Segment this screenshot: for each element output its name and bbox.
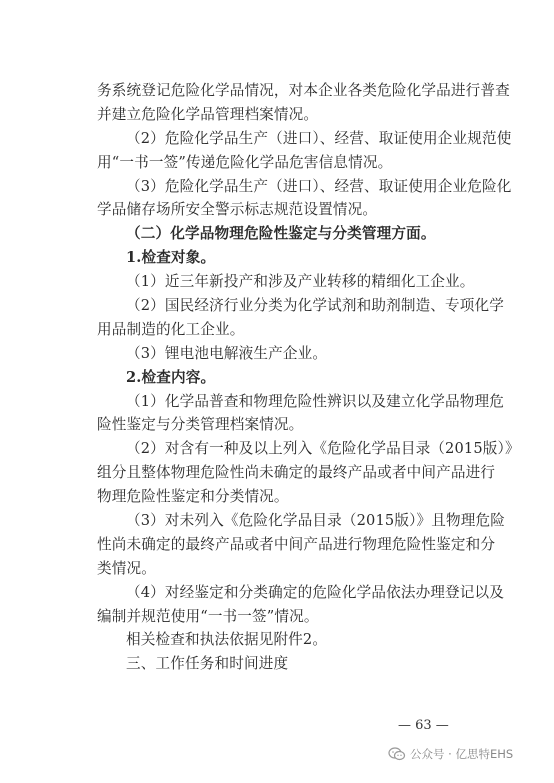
text-line: 险性鉴定与分类管理档案情况。: [97, 416, 304, 434]
text-line: （4）对经鉴定和分类确定的危险化学品依法办理登记以及: [126, 583, 505, 601]
watermark-text: 公众号 · 亿思特EHS: [410, 747, 514, 761]
text-line: 三、工作任务和时间进度: [126, 655, 289, 673]
text-line: （3）锂电池电解液生产企业。: [126, 344, 328, 362]
text-line: （3）危险化学品生产（进口）、经营、取证使用企业危险化: [126, 177, 512, 195]
text-line: 类情况。: [97, 559, 156, 577]
text-line: 务系统登记危险化学品情况，对本企业各类危险化学品进行普查: [97, 82, 510, 99]
text-line: （2）对含有一种及以上列入《危险化学品目录（2015版）》: [126, 440, 520, 458]
text-line: （2）危险化学品生产（进口）、经营、取证使用企业规范使: [126, 129, 512, 147]
text-line: 并建立危险化学品管理档案情况。: [97, 105, 319, 123]
text-line: 物理危险性鉴定和分类情况。: [97, 488, 289, 506]
text-line: （1）近三年新投产和涉及产业转移的精细化工企业。: [126, 273, 475, 291]
text-line: 性尚未确定的最终产品或者中间产品进行物理危险性鉴定和分: [97, 535, 496, 553]
watermark: [388, 746, 513, 762]
text-line: 编制并规范使用“一书一签”情况。: [97, 607, 319, 625]
text-line: （3）对未列入《危险化学品目录（2015版）》且物理危险: [126, 512, 505, 530]
text-line: 用品制造的化工企业。: [97, 320, 245, 338]
text-line: 用“一书一签”传递危险化学品危害信息情况。: [97, 153, 393, 171]
text-line: 学品储存场所安全警示标志规范设置情况。: [97, 201, 378, 219]
text-line: 1.检查对象。: [126, 249, 216, 267]
text-line: 2.检查内容。: [126, 368, 216, 386]
wechat-icon: [388, 747, 406, 761]
text-line: （二）化学品物理危险性鉴定与分类管理方面。: [126, 225, 436, 243]
page-number: — 63 —: [398, 718, 449, 733]
document-body: [97, 79, 520, 676]
text-line: （2）国民经济行业分类为化学试剂和助剂制造、专项化学: [126, 297, 505, 315]
text-line: 相关检查和执法依据见附件2。: [126, 631, 328, 649]
text-line: （1）化学品普查和物理危险性辨识以及建立化学品物理危: [126, 392, 505, 410]
text-line: 组分且整体物理危险性尚未确定的最终产品或者中间产品进行: [97, 464, 496, 482]
